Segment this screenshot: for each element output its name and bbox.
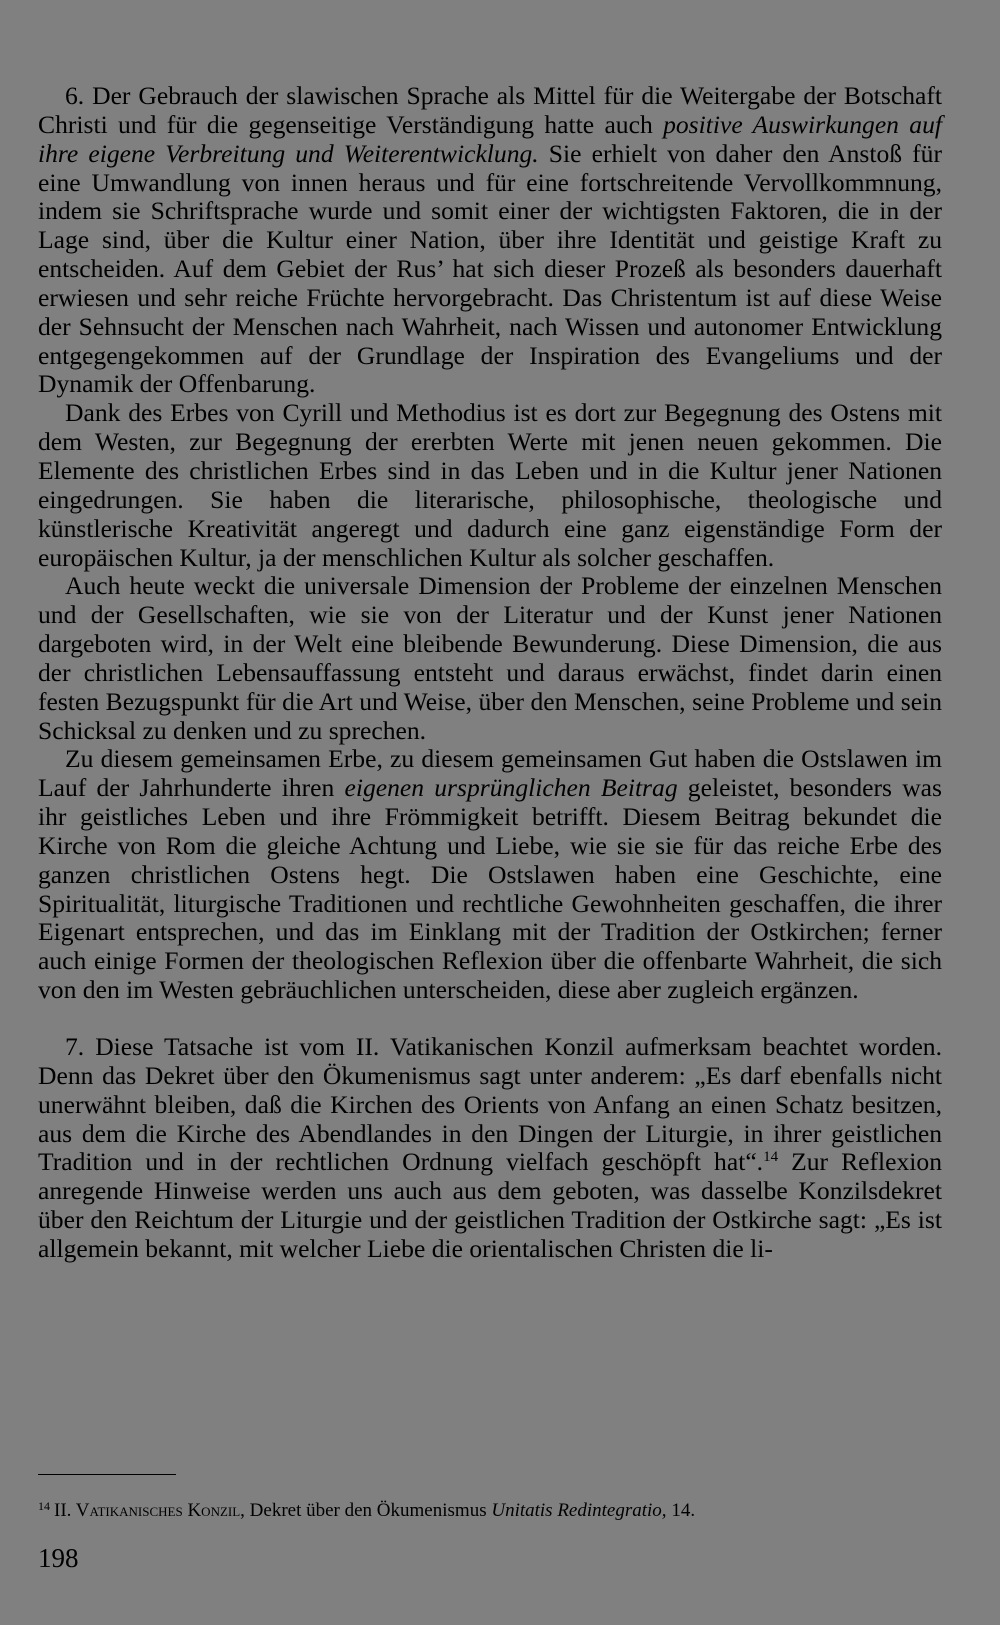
footnote-author: II. Vatikanisches Konzil, (54, 1500, 245, 1521)
footnote (38, 1494, 942, 1523)
footnote-marker: 14 (38, 1499, 50, 1513)
text-segment: 6. Der Gebrauch der slawischen Sprache als Mittel für die Weitergabe der Botschaft Christi und für die gegenseitige Verständigung hatte auch (38, 81, 942, 139)
page-number: 198 (38, 1543, 79, 1573)
footnote-title: Unitatis Redintegratio, (491, 1500, 667, 1521)
paragraph (38, 399, 942, 572)
text-segment: Sie erhielt von daher den Anstoß für eine Umwandlung von innen heraus und für eine fortschreitende Vervollkommnung, indem sie Schriftsprache wurde und somit einer der wichtigsten Faktoren, die in der Lage sind, über die Kultur einer Nation, über ihre Identität und geistige Kraft zu entscheiden. Auf dem Gebiet der Rus’ hat sich dieser Prozeß als besonders dauerhaft erwiesen und sehr reiche Früchte hervorgebracht. Das Christentum ist auf diese Weise der Sehnsucht der Menschen nach Wahrheit, nach Wissen und autonomer Entwicklung entgegengekommen auf der Grundlage der Inspiration des Evangeliums und der Dynamik der Offenbarung. (38, 138, 943, 399)
text-segment: positive Auswirkungen auf ihre eigene Verbreitung und Weiterentwicklung. (38, 109, 942, 168)
paragraph (38, 572, 942, 745)
paragraph (38, 82, 942, 399)
text-segment: 7. Diese Tatsache ist vom II. Vatikanischen Konzil aufmerksam beachtet worden. Denn das Dekret über den Ökumenismus sagt unter anderem: „Es darf ebenfalls nicht unerwähnt bleiben, daß die Kirchen des Orients von Anfang an einen Schatz besitzen, aus dem die Kirche des Abendlandes in den Dingen der Liturgie, in ihrer geistlichen Tradition und in der rechtlichen Ordnung vielfach geschöpft hat“. (38, 1032, 942, 1177)
footnote-text: Dekret über den Ökumenismus (244, 1500, 492, 1521)
footnote-divider (38, 1474, 176, 1475)
paragraph (38, 1033, 942, 1264)
text-segment: eigenen ursprünglichen Beitrag (344, 773, 678, 803)
body-text (38, 82, 942, 1264)
footnote-reference: 14 (763, 1149, 779, 1166)
text-segment: Auch heute weckt die universale Dimension der Probleme der einzelnen Menschen und der Gesellschaften, wie sie von der Literatur und der Kunst jener Nationen dargeboten wird, in der Welt eine bleibende Bewunderung. Diese Dimension, die aus der christlichen Lebensauffassung entsteht und daraus erwächst, findet darin einen festen Bezugspunkt für die Art und Weise, über den Menschen, seine Probleme und sein Schicksal zu denken und zu sprechen. (38, 571, 942, 745)
text-segment: Zur Reflexion anregende Hinweise werden uns auch aus dem geboten, was dasselbe Konzilsdekret über den Reichtum der Liturgie und der geistlichen Tradition der Ostkirche sagt: „Es ist allgemein bekannt, mit welcher Liebe die orientalischen Christen die li- (38, 1147, 942, 1263)
text-segment: Zu diesem gemeinsamen Erbe, zu diesem gemeinsamen Gut haben die Ostslawen im Lauf der Jahrhunderte ihren (38, 744, 942, 803)
paragraph (38, 745, 942, 1005)
footnote-suffix: 14. (666, 1500, 696, 1521)
text-segment: geleistet, besonders was ihr geistliches Leben und ihre Frömmigkeit betrifft. Diesem Beitrag bekundet die Kirche von Rom die gleiche Achtung und Liebe, wie sie sie für das reiche Erbe des ganzen christlichen Ostens hegt. Die Ostslawen haben eine Geschichte, eine Spiritualität, liturgische Traditionen und rechtliche Gewohnheiten geschaffen, die ihrer Eigenart entsprechen, und das im Einklang mit der Tradition der Ostkirchen; ferner auch einige Formen der theologischen Reflexion über die offenbarte Wahrheit, die sich von den im Westen gebräuchlichen unterscheiden, diese aber zugleich ergänzen. (38, 773, 943, 1005)
text-segment: Dank des Erbes von Cyrill und Methodius ist es dort zur Begegnung des Ostens mit dem Westen, zur Begegnung der ererbten Werte mit jenen neuen gekommen. Die Elemente des christlichen Erbes sind in das Leben und in die Kultur jener Nationen eingedrungen. Sie haben die literarische, philosophische, theologische und künstlerische Kreativität angeregt und dadurch eine ganz eigenständige Form der europäischen Kultur, ja der menschlichen Kultur als solcher geschaffen. (38, 398, 942, 572)
